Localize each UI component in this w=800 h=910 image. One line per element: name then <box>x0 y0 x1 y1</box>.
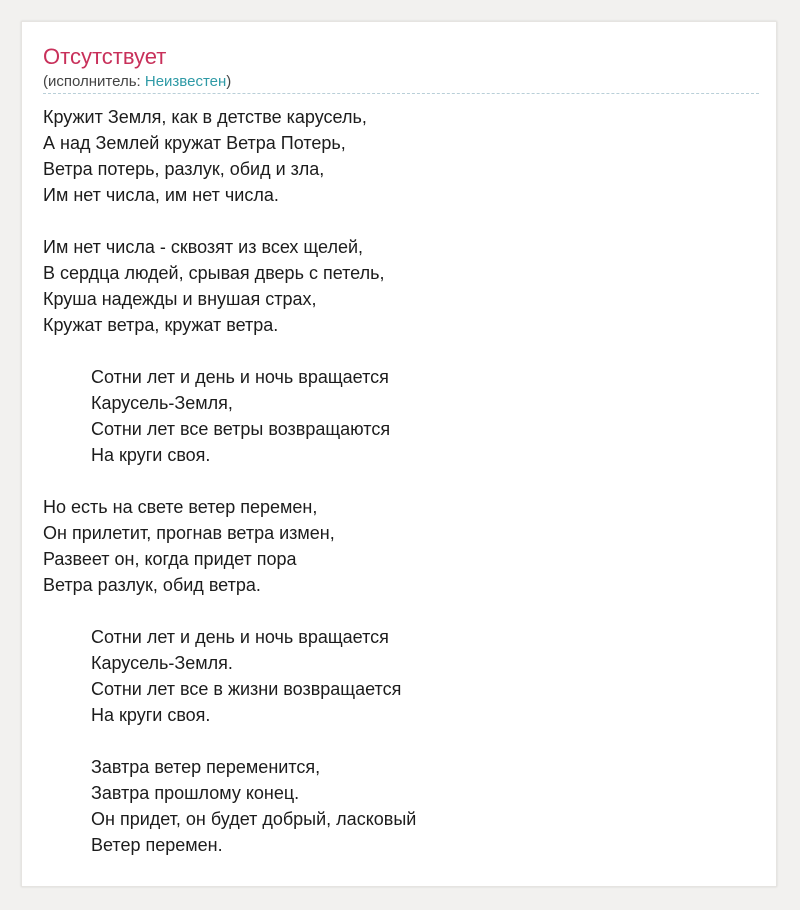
verse-stanza <box>43 104 759 208</box>
lyric-line: Им нет числа, им нет числа. <box>43 185 279 205</box>
lyric-line: На круги своя. <box>91 705 211 725</box>
chorus-stanza <box>43 624 759 728</box>
title-divider <box>43 93 759 94</box>
lyric-line: Сотни лет и день и ночь вращается <box>91 367 389 387</box>
lyric-line: Развеет он, когда придет пора <box>43 549 297 569</box>
verse-stanza <box>43 234 759 338</box>
lyric-line: Круша надежды и внушая страх, <box>43 289 317 309</box>
lyric-line: Завтра прошлому конец. <box>91 783 300 803</box>
lyric-line: Но есть на свете ветер перемен, <box>43 497 318 517</box>
artist-line <box>43 73 231 91</box>
lyric-line: На круги своя. <box>91 445 211 465</box>
lyric-line: Кружат ветра, кружат ветра. <box>43 315 279 335</box>
lyric-line: Ветра потерь, разлук, обид и зла, <box>43 159 325 179</box>
chorus-stanza <box>43 754 759 858</box>
lyrics-card <box>21 21 777 887</box>
lyric-line: Карусель-Земля, <box>91 393 233 413</box>
verse-stanza <box>43 494 759 598</box>
artist-link[interactable]: Неизвестен <box>144 73 227 90</box>
lyric-line: Кружит Земля, как в детстве карусель, <box>43 107 367 127</box>
lyric-line: Ветра разлук, обид ветра. <box>43 575 261 595</box>
lyric-line: Им нет числа - сквозят из всех щелей, <box>43 237 364 257</box>
artist-suffix: ) <box>226 73 232 90</box>
lyric-line: Ветер перемен. <box>91 835 223 855</box>
lyric-line: Сотни лет все в жизни возвращается <box>91 679 402 699</box>
lyrics-body <box>43 104 759 884</box>
artist-prefix: (исполнитель: <box>43 73 145 90</box>
lyric-line: Сотни лет и день и ночь вращается <box>91 627 389 647</box>
lyric-line: А над Землей кружат Ветра Потерь, <box>43 133 346 153</box>
lyric-line: Завтра ветер переменится, <box>91 757 321 777</box>
lyric-line: Он придет, он будет добрый, ласковый <box>91 809 417 829</box>
lyric-line: Карусель-Земля. <box>91 653 233 673</box>
chorus-stanza <box>43 364 759 468</box>
lyric-line: Он прилетит, прогнав ветра измен, <box>43 523 335 543</box>
lyric-line: В сердца людей, срывая дверь с петель, <box>43 263 385 283</box>
lyric-line: Сотни лет все ветры возвращаются <box>91 419 391 439</box>
song-title: Отсутствует <box>43 44 167 69</box>
